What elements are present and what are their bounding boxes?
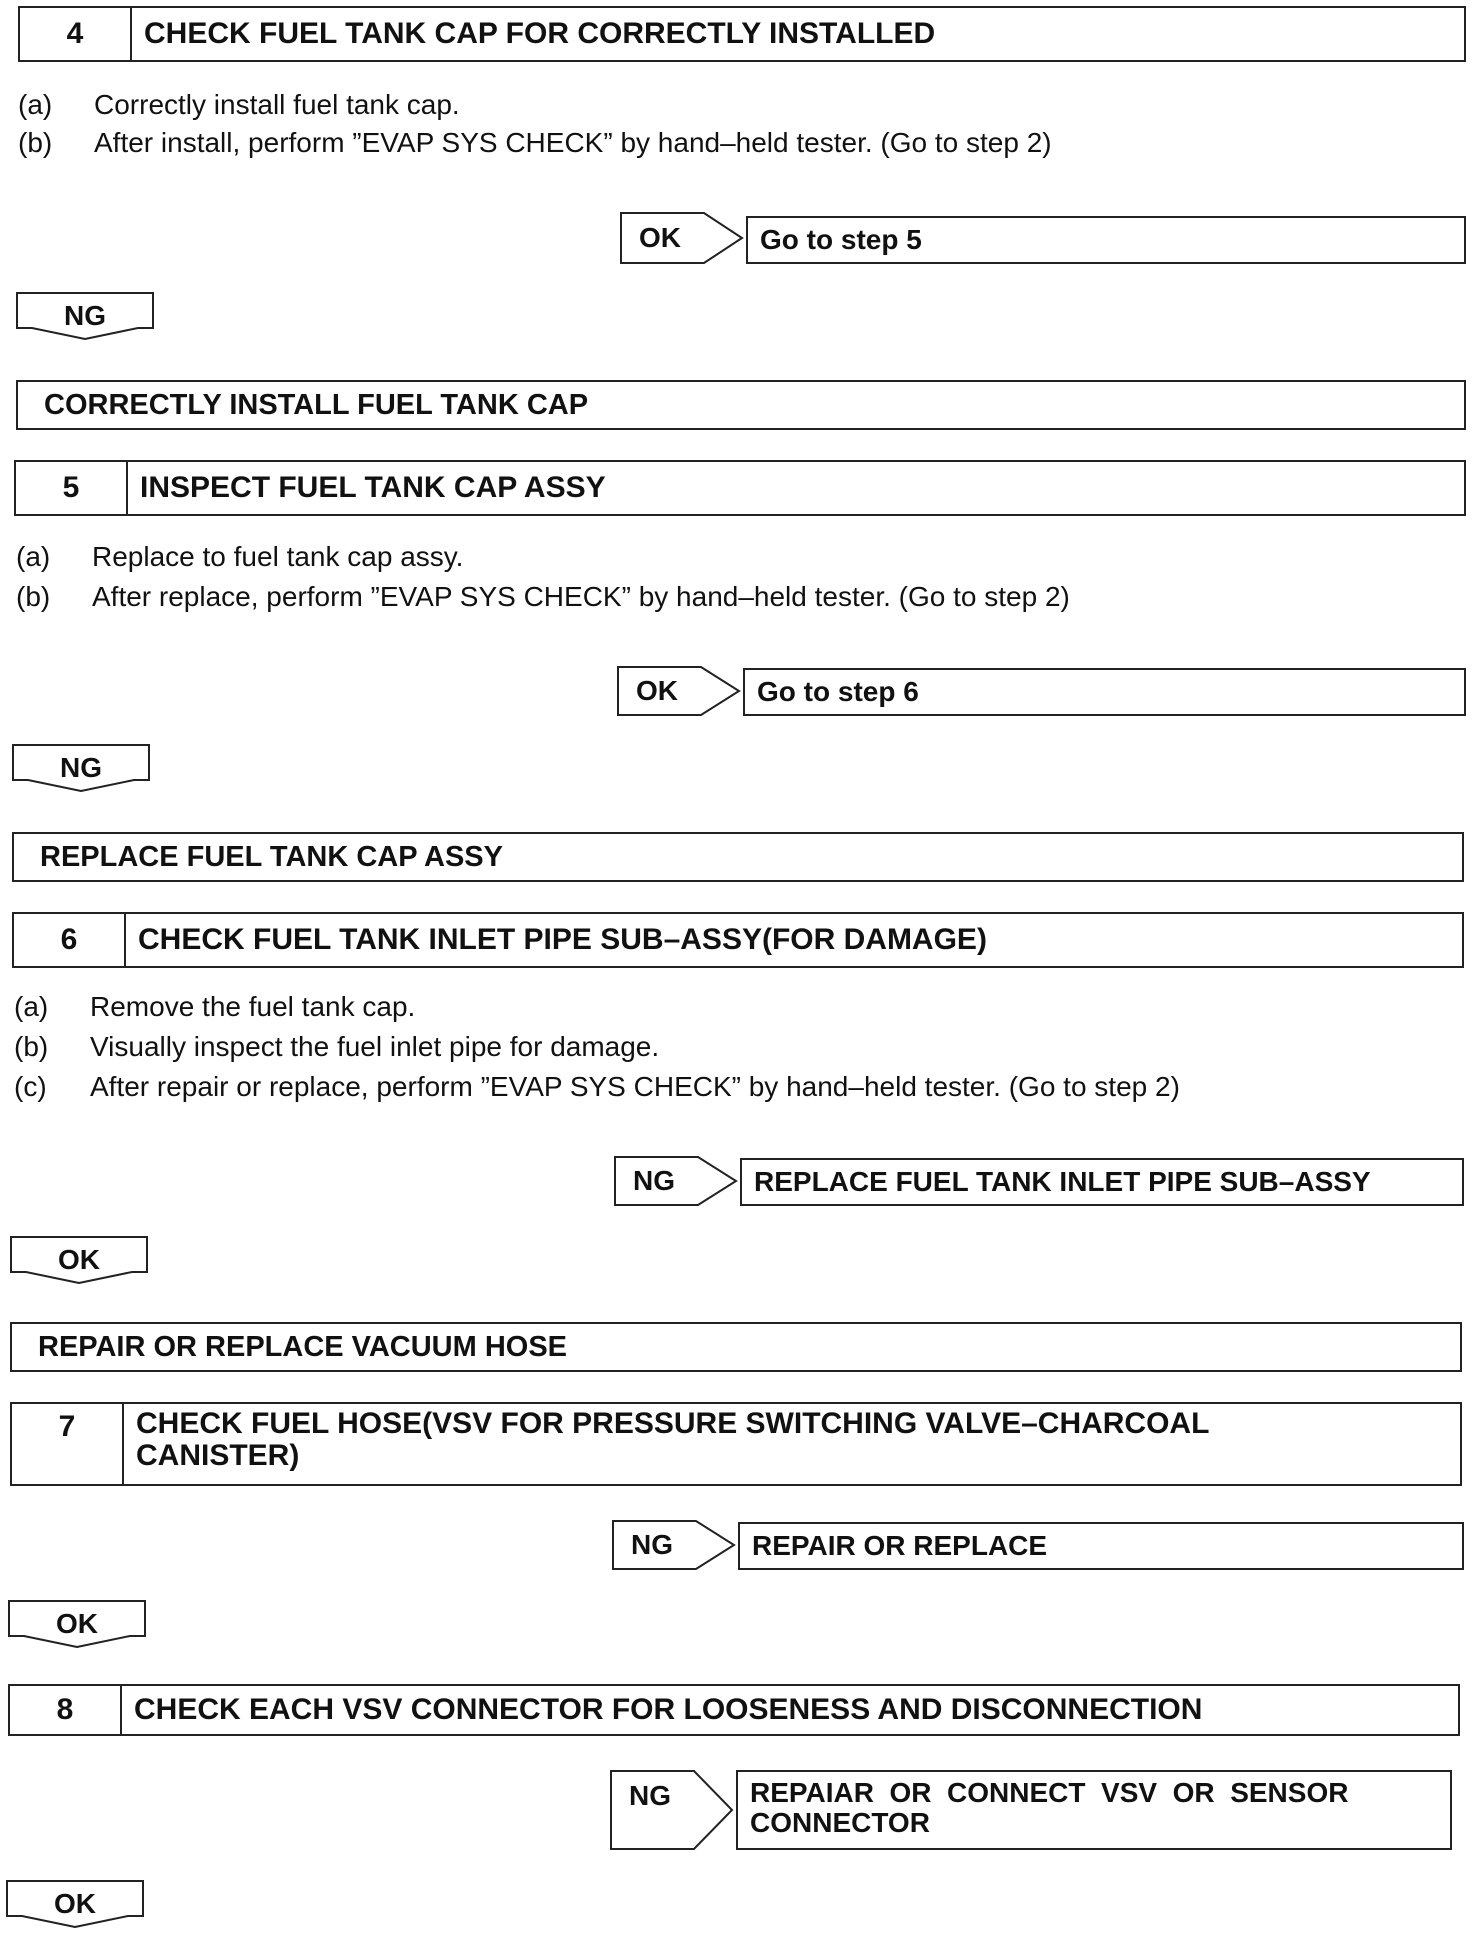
branch-result: REPLACE FUEL TANK INLET PIPE SUB–ASSY xyxy=(740,1158,1464,1206)
ok-down-label: OK xyxy=(8,1600,146,1648)
step-title: CHECK EACH VSV CONNECTOR FOR LOOSENESS AND DISCONNECTION xyxy=(134,1693,1203,1726)
ng-branch-label: NG xyxy=(612,1520,738,1570)
ok-branch-label: OK xyxy=(617,666,743,716)
step-6-header xyxy=(12,912,1464,968)
branch-result: Go to step 5 xyxy=(746,216,1466,264)
ok-branch-label: OK xyxy=(620,212,746,264)
ng-down-label: NG xyxy=(12,744,150,792)
instruction-line: (a) Remove the fuel tank cap. xyxy=(14,991,416,1022)
ok-down-label: OK xyxy=(10,1236,148,1284)
step-number: 7 xyxy=(12,1404,124,1484)
step-4-header xyxy=(18,6,1466,62)
ng-branch-label: NG xyxy=(610,1770,736,1850)
branch-result: Go to step 6 xyxy=(743,668,1466,716)
corrective-action: REPAIR OR REPLACE VACUUM HOSE xyxy=(10,1322,1462,1372)
step-7-header xyxy=(10,1402,1462,1486)
instruction-line: (b) After replace, perform ”EVAP SYS CHECK” by hand–held tester. (Go to step 2) xyxy=(16,581,1070,612)
instruction-line: (c) After repair or replace, perform ”EVAP SYS CHECK” by hand–held tester. (Go to step 2) xyxy=(14,1071,1180,1102)
corrective-action: CORRECTLY INSTALL FUEL TANK CAP xyxy=(16,380,1466,430)
ng-down-label: NG xyxy=(16,292,154,340)
step-number: 6 xyxy=(14,914,126,966)
step-title: CHECK FUEL TANK INLET PIPE SUB–ASSY(FOR DAMAGE) xyxy=(138,923,987,956)
instruction-line: (a) Correctly install fuel tank cap. xyxy=(18,89,460,120)
branch-result: REPAIAR OR CONNECT VSV OR SENSOR CONNECTOR xyxy=(736,1770,1452,1850)
branch-result: REPAIR OR REPLACE xyxy=(738,1522,1464,1570)
instruction-line: (b) Visually inspect the fuel inlet pipe for damage. xyxy=(14,1031,660,1062)
instruction-line: (a) Replace to fuel tank cap assy. xyxy=(16,541,464,572)
step-5-header xyxy=(14,460,1466,516)
instruction-line: (b) After install, perform ”EVAP SYS CHECK” by hand–held tester. (Go to step 2) xyxy=(18,127,1052,158)
step-number: 5 xyxy=(16,462,128,514)
step-8-header xyxy=(8,1684,1460,1736)
step-number: 8 xyxy=(10,1686,122,1734)
ok-down-label: OK xyxy=(6,1880,144,1928)
step-title: INSPECT FUEL TANK CAP ASSY xyxy=(140,471,606,504)
corrective-action: REPLACE FUEL TANK CAP ASSY xyxy=(12,832,1464,882)
ng-branch-label: NG xyxy=(614,1156,740,1206)
step-number: 4 xyxy=(20,8,132,60)
step-title: CHECK FUEL TANK CAP FOR CORRECTLY INSTALLED xyxy=(144,17,936,50)
step-title: CHECK FUEL HOSE(VSV FOR PRESSURE SWITCHING VALVE–CHARCOAL CANISTER) xyxy=(136,1407,1210,1472)
